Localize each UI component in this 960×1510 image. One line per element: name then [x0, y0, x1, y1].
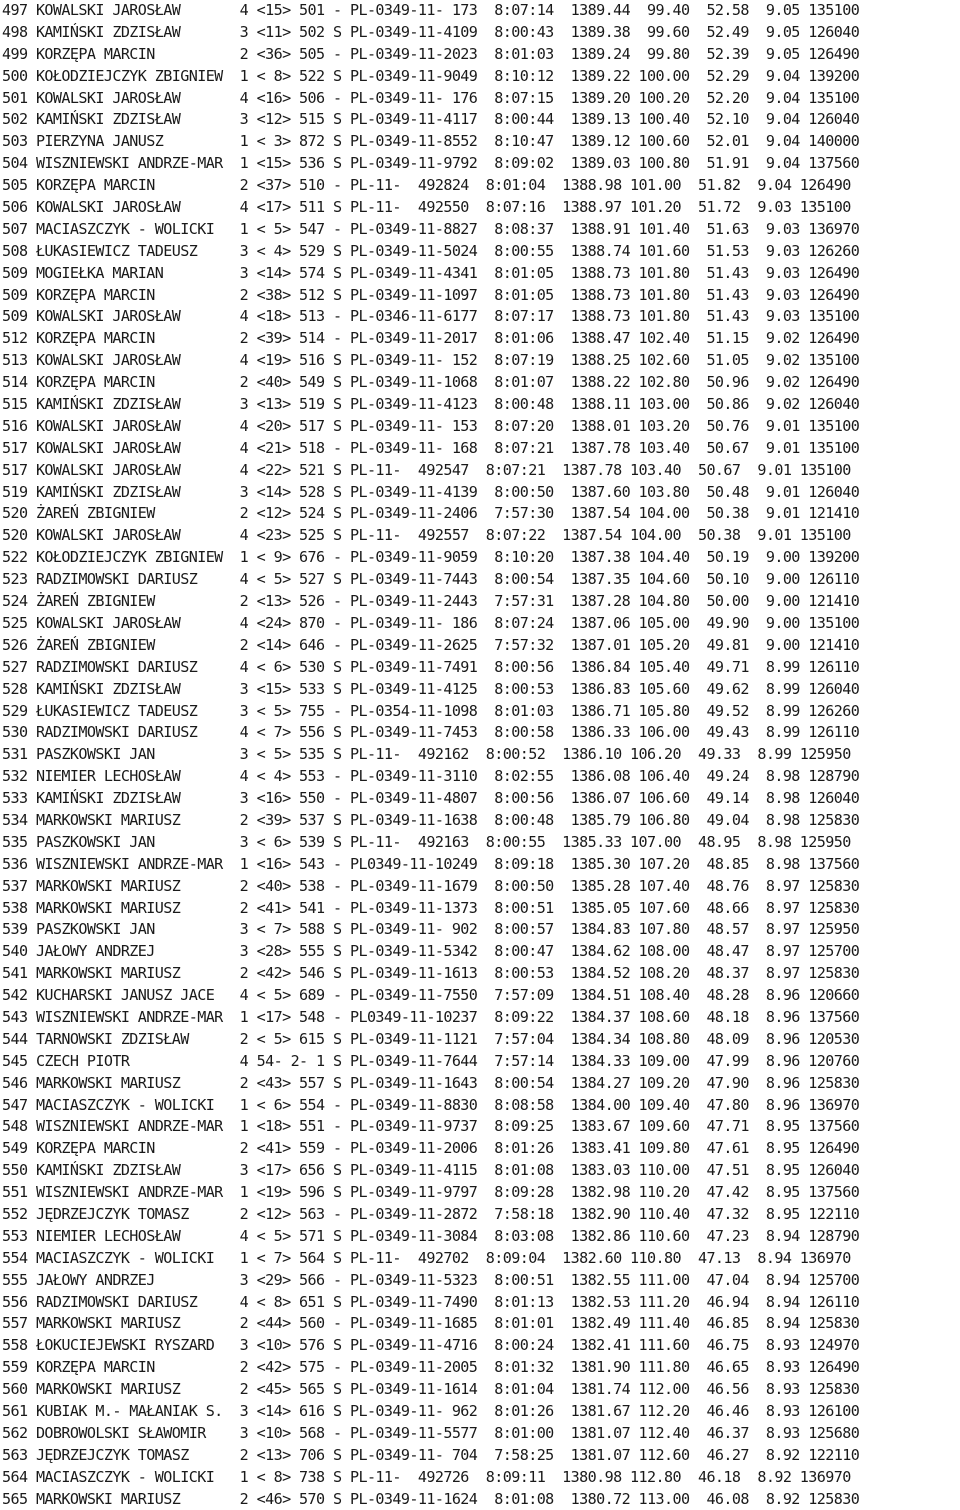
result-row: 553 NIEMIER LECHOSŁAW 4 < 5> 571 S PL-0349-11-3084 8:03:08 1382.86 110.60 47.23 8.94 128790: [2, 1226, 860, 1245]
result-row: 544 TARNOWSKI ZDZISŁAW 2 < 5> 615 S PL-0349-11-1121 7:57:04 1384.34 108.80 48.09 8.96 120530: [2, 1029, 860, 1048]
result-row: 509 KORZĘPA MARCIN 2 <38> 512 S PL-0349-11-1097 8:01:05 1388.73 101.80 51.43 9.03 126490: [2, 285, 860, 304]
result-row: 531 PASZKOWSKI JAN 3 < 5> 535 S PL-11- 492162 8:00:52 1386.10 106.20 49.33 8.99 125950: [2, 745, 851, 764]
result-row: 540 JAŁOWY ANDRZEJ 3 <28> 555 S PL-0349-11-5342 8:00:47 1384.62 108.00 48.47 8.97 125700: [2, 942, 860, 961]
result-row: 517 KOWALSKI JAROSŁAW 4 <22> 521 S PL-11- 492547 8:07:21 1387.78 103.40 50.67 9.01 135100: [2, 460, 851, 479]
result-row: 532 NIEMIER LECHOSŁAW 4 < 4> 553 - PL-0349-11-3110 8:02:55 1386.08 106.40 49.24 8.98 128790: [2, 767, 860, 786]
result-row: 528 KAMIŃSKI ZDZISŁAW 3 <15> 533 S PL-0349-11-4125 8:00:53 1386.83 105.60 49.62 8.99 126040: [2, 679, 860, 698]
result-row: 536 WISZNIEWSKI ANDRZE-MAR 1 <16> 543 - PL0349-11-10249 8:09:18 1385.30 107.20 48.85 8.98 137560: [2, 854, 860, 873]
result-row: 537 MARKOWSKI MARIUSZ 2 <40> 538 - PL-0349-11-1679 8:00:50 1385.28 107.40 48.76 8.97 125830: [2, 876, 860, 895]
result-row: 500 KOŁODZIEJCZYK ZBIGNIEW 1 < 8> 522 S PL-0349-11-9049 8:10:12 1389.22 100.00 52.29 9.04 139200: [2, 66, 860, 85]
result-row: 555 JAŁOWY ANDRZEJ 3 <29> 566 - PL-0349-11-5323 8:00:51 1382.55 111.00 47.04 8.94 125700: [2, 1270, 860, 1289]
result-row: 516 KOWALSKI JAROSŁAW 4 <20> 517 S PL-0349-11- 153 8:07:20 1388.01 103.20 50.76 9.01 135100: [2, 416, 860, 435]
result-row: 525 KOWALSKI JAROSŁAW 4 <24> 870 - PL-0349-11- 186 8:07:24 1387.06 105.00 49.90 9.00 135100: [2, 613, 860, 632]
result-row: 499 KORZĘPA MARCIN 2 <36> 505 - PL-0349-11-2023 8:01:03 1389.24 99.80 52.39 9.05 126490: [2, 44, 860, 63]
result-row: 561 KUBIAK M.- MAŁANIAK S. 3 <14> 616 S PL-0349-11- 962 8:01:26 1381.67 112.20 46.46 8.93 126100: [2, 1402, 860, 1420]
result-row: 557 MARKOWSKI MARIUSZ 2 <44> 560 - PL-0349-11-1685 8:01:01 1382.49 111.40 46.85 8.94 125830: [2, 1314, 860, 1333]
result-row: 526 ŻAREŃ ZBIGNIEW 2 <14> 646 - PL-0349-11-2625 7:57:32 1387.01 105.20 49.81 9.00 121410: [2, 635, 860, 654]
result-row: 497 KOWALSKI JAROSŁAW 4 <15> 501 - PL-0349-11- 173 8:07:14 1389.44 99.40 52.58 9.05 135100: [2, 1, 860, 19]
result-row: 522 KOŁODZIEJCZYK ZBIGNIEW 1 < 9> 676 - PL-0349-11-9059 8:10:20 1387.38 104.40 50.19 9.00 139200: [2, 548, 860, 567]
result-row: 543 WISZNIEWSKI ANDRZE-MAR 1 <17> 548 - PL0349-11-10237 8:09:22 1384.37 108.60 48.18 8.96 137560: [2, 1007, 860, 1026]
result-row: 562 DOBROWOLSKI SŁAWOMIR 3 <10> 568 - PL-0349-11-5577 8:01:00 1381.07 112.40 46.37 8.93 125680: [2, 1423, 860, 1442]
result-row: 523 RADZIMOWSKI DARIUSZ 4 < 5> 527 S PL-0349-11-7443 8:00:54 1387.35 104.60 50.10 9.00 126110: [2, 570, 860, 589]
result-row: 554 MACIASZCZYK - WOLICKI 1 < 7> 564 S PL-11- 492702 8:09:04 1382.60 110.80 47.13 8.94 136970: [2, 1248, 851, 1267]
result-row: 545 CZECH PIOTR 4 54- 2- 1 S PL-0349-11-7644 7:57:14 1384.33 109.00 47.99 8.96 120760: [2, 1051, 860, 1070]
result-row: 529 ŁUKASIEWICZ TADEUSZ 3 < 5> 755 - PL-0354-11-1098 8:01:03 1386.71 105.80 49.52 8.99 126260: [2, 701, 860, 720]
result-row: 498 KAMIŃSKI ZDZISŁAW 3 <11> 502 S PL-0349-11-4109 8:00:43 1389.38 99.60 52.49 9.05 126040: [2, 22, 860, 41]
result-row: 505 KORZĘPA MARCIN 2 <37> 510 - PL-11- 492824 8:01:04 1388.98 101.00 51.82 9.04 126490: [2, 176, 851, 195]
result-row: 563 JĘDRZEJCZYK TOMASZ 2 <13> 706 S PL-0349-11- 704 7:58:25 1381.07 112.60 46.27 8.92 122110: [2, 1445, 860, 1464]
result-row: 524 ŻAREŃ ZBIGNIEW 2 <13> 526 - PL-0349-11-2443 7:57:31 1387.28 104.80 50.00 9.00 121410: [2, 592, 860, 611]
result-row: 558 ŁOKUCIEJEWSKI RYSZARD 3 <10> 576 S PL-0349-11-4716 8:00:24 1382.41 111.60 46.75 8.93 124970: [2, 1336, 860, 1355]
result-row: 527 RADZIMOWSKI DARIUSZ 4 < 6> 530 S PL-0349-11-7491 8:00:56 1386.84 105.40 49.71 8.99 126110: [2, 657, 860, 676]
result-row: 513 KOWALSKI JAROSŁAW 4 <19> 516 S PL-0349-11- 152 8:07:19 1388.25 102.60 51.05 9.02 135100: [2, 351, 860, 370]
result-row: 541 MARKOWSKI MARIUSZ 2 <42> 546 S PL-0349-11-1613 8:00:53 1384.52 108.20 48.37 8.97 125830: [2, 964, 860, 983]
result-row: 550 KAMIŃSKI ZDZISŁAW 3 <17> 656 S PL-0349-11-4115 8:01:08 1383.03 110.00 47.51 8.95 126040: [2, 1161, 860, 1180]
result-row: 535 PASZKOWSKI JAN 3 < 6> 539 S PL-11- 492163 8:00:55 1385.33 107.00 48.95 8.98 125950: [2, 832, 851, 851]
result-row: 501 KOWALSKI JAROSŁAW 4 <16> 506 - PL-0349-11- 176 8:07:15 1389.20 100.20 52.20 9.04 135100: [2, 88, 860, 107]
result-row: 508 ŁUKASIEWICZ TADEUSZ 3 < 4> 529 S PL-0349-11-5024 8:00:55 1388.74 101.60 51.53 9.03 126260: [2, 241, 860, 260]
result-row: 556 RADZIMOWSKI DARIUSZ 4 < 8> 651 S PL-0349-11-7490 8:01:13 1382.53 111.20 46.94 8.94 126110: [2, 1292, 860, 1311]
result-row: 560 MARKOWSKI MARIUSZ 2 <45> 565 S PL-0349-11-1614 8:01:04 1381.74 112.00 46.56 8.93 125830: [2, 1380, 860, 1399]
result-row: 538 MARKOWSKI MARIUSZ 2 <41> 541 - PL-0349-11-1373 8:00:51 1385.05 107.60 48.66 8.97 125830: [2, 898, 860, 917]
result-row: 519 KAMIŃSKI ZDZISŁAW 3 <14> 528 S PL-0349-11-4139 8:00:50 1387.60 103.80 50.48 9.01 126040: [2, 482, 860, 501]
result-row: 549 KORZĘPA MARCIN 2 <41> 559 - PL-0349-11-2006 8:01:26 1383.41 109.80 47.61 8.95 126490: [2, 1139, 860, 1158]
result-row: 530 RADZIMOWSKI DARIUSZ 4 < 7> 556 S PL-0349-11-7453 8:00:58 1386.33 106.00 49.43 8.99 126110: [2, 723, 860, 742]
result-row: 506 KOWALSKI JAROSŁAW 4 <17> 511 S PL-11- 492550 8:07:16 1388.97 101.20 51.72 9.03 135100: [2, 198, 851, 217]
result-row: 548 WISZNIEWSKI ANDRZE-MAR 1 <18> 551 - PL-0349-11-9737 8:09:25 1383.67 109.60 47.71 8.95 137560: [2, 1117, 860, 1136]
result-row: 517 KOWALSKI JAROSŁAW 4 <21> 518 - PL-0349-11- 168 8:07:21 1387.78 103.40 50.67 9.01 135100: [2, 438, 860, 457]
result-row: 503 PIERZYNA JANUSZ 1 < 3> 872 S PL-0349-11-8552 8:10:47 1389.12 100.60 52.01 9.04 140000: [2, 132, 860, 151]
result-row: 509 MOGIEŁKA MARIAN 3 <14> 574 S PL-0349-11-4341 8:01:05 1388.73 101.80 51.43 9.03 126490: [2, 263, 860, 282]
result-row: 534 MARKOWSKI MARIUSZ 2 <39> 537 S PL-0349-11-1638 8:00:48 1385.79 106.80 49.04 8.98 125830: [2, 810, 860, 829]
result-row: 515 KAMIŃSKI ZDZISŁAW 3 <13> 519 S PL-0349-11-4123 8:00:48 1388.11 103.00 50.86 9.02 126040: [2, 395, 860, 414]
result-row: 512 KORZĘPA MARCIN 2 <39> 514 - PL-0349-11-2017 8:01:06 1388.47 102.40 51.15 9.02 126490: [2, 329, 860, 348]
result-row: 509 KOWALSKI JAROSŁAW 4 <18> 513 - PL-0346-11-6177 8:07:17 1388.73 101.80 51.43 9.03 135100: [2, 307, 860, 326]
result-row: 514 KORZĘPA MARCIN 2 <40> 549 S PL-0349-11-1068 8:01:07 1388.22 102.80 50.96 9.02 126490: [2, 373, 860, 392]
result-row: 559 KORZĘPA MARCIN 2 <42> 575 - PL-0349-11-2005 8:01:32 1381.90 111.80 46.65 8.93 126490: [2, 1358, 860, 1377]
result-row: 504 WISZNIEWSKI ANDRZE-MAR 1 <15> 536 S PL-0349-11-9792 8:09:02 1389.03 100.80 51.91 9.04 137560: [2, 154, 860, 173]
result-row: 546 MARKOWSKI MARIUSZ 2 <43> 557 S PL-0349-11-1643 8:00:54 1384.27 109.20 47.90 8.96 125830: [2, 1073, 860, 1092]
result-row: 551 WISZNIEWSKI ANDRZE-MAR 1 <19> 596 S PL-0349-11-9797 8:09:28 1382.98 110.20 47.42 8.95 137560: [2, 1183, 860, 1202]
result-row: 542 KUCHARSKI JANUSZ JACE 4 < 5> 689 - PL-0349-11-7550 7:57:09 1384.51 108.40 48.28 8.96 120660: [2, 986, 860, 1005]
result-row: 552 JĘDRZEJCZYK TOMASZ 2 <12> 563 - PL-0349-11-2872 7:58:18 1382.90 110.40 47.32 8.95 122110: [2, 1204, 860, 1223]
result-row: 507 MACIASZCZYK - WOLICKI 1 < 5> 547 - PL-0349-11-8827 8:08:37 1388.91 101.40 51.63 9.03 136970: [2, 219, 860, 238]
result-row: 533 KAMIŃSKI ZDZISŁAW 3 <16> 550 - PL-0349-11-4807 8:00:56 1386.07 106.60 49.14 8.98 126040: [2, 789, 860, 808]
result-row: 502 KAMIŃSKI ZDZISŁAW 3 <12> 515 S PL-0349-11-4117 8:00:44 1389.13 100.40 52.10 9.04 126040: [2, 110, 860, 129]
result-row: 547 MACIASZCZYK - WOLICKI 1 < 6> 554 - PL-0349-11-8830 8:08:58 1384.00 109.40 47.80 8.96 136970: [2, 1095, 860, 1114]
result-row: 539 PASZKOWSKI JAN 3 < 7> 588 S PL-0349-11- 902 8:00:57 1384.83 107.80 48.57 8.97 125950: [2, 920, 860, 939]
result-row: 520 KOWALSKI JAROSŁAW 4 <23> 525 S PL-11- 492557 8:07:22 1387.54 104.00 50.38 9.01 135100: [2, 526, 851, 545]
result-row: 564 MACIASZCZYK - WOLICKI 1 < 8> 738 S PL-11- 492726 8:09:11 1380.98 112.80 46.18 8.92 136970: [2, 1467, 851, 1486]
result-row: 565 MARKOWSKI MARIUSZ 2 <46> 570 S PL-0349-11-1624 8:01:08 1380.72 113.00 46.08 8.92 125830: [2, 1489, 860, 1508]
result-row: 520 ŻAREŃ ZBIGNIEW 2 <12> 524 S PL-0349-11-2406 7:57:30 1387.54 104.00 50.38 9.01 121410: [2, 504, 860, 523]
